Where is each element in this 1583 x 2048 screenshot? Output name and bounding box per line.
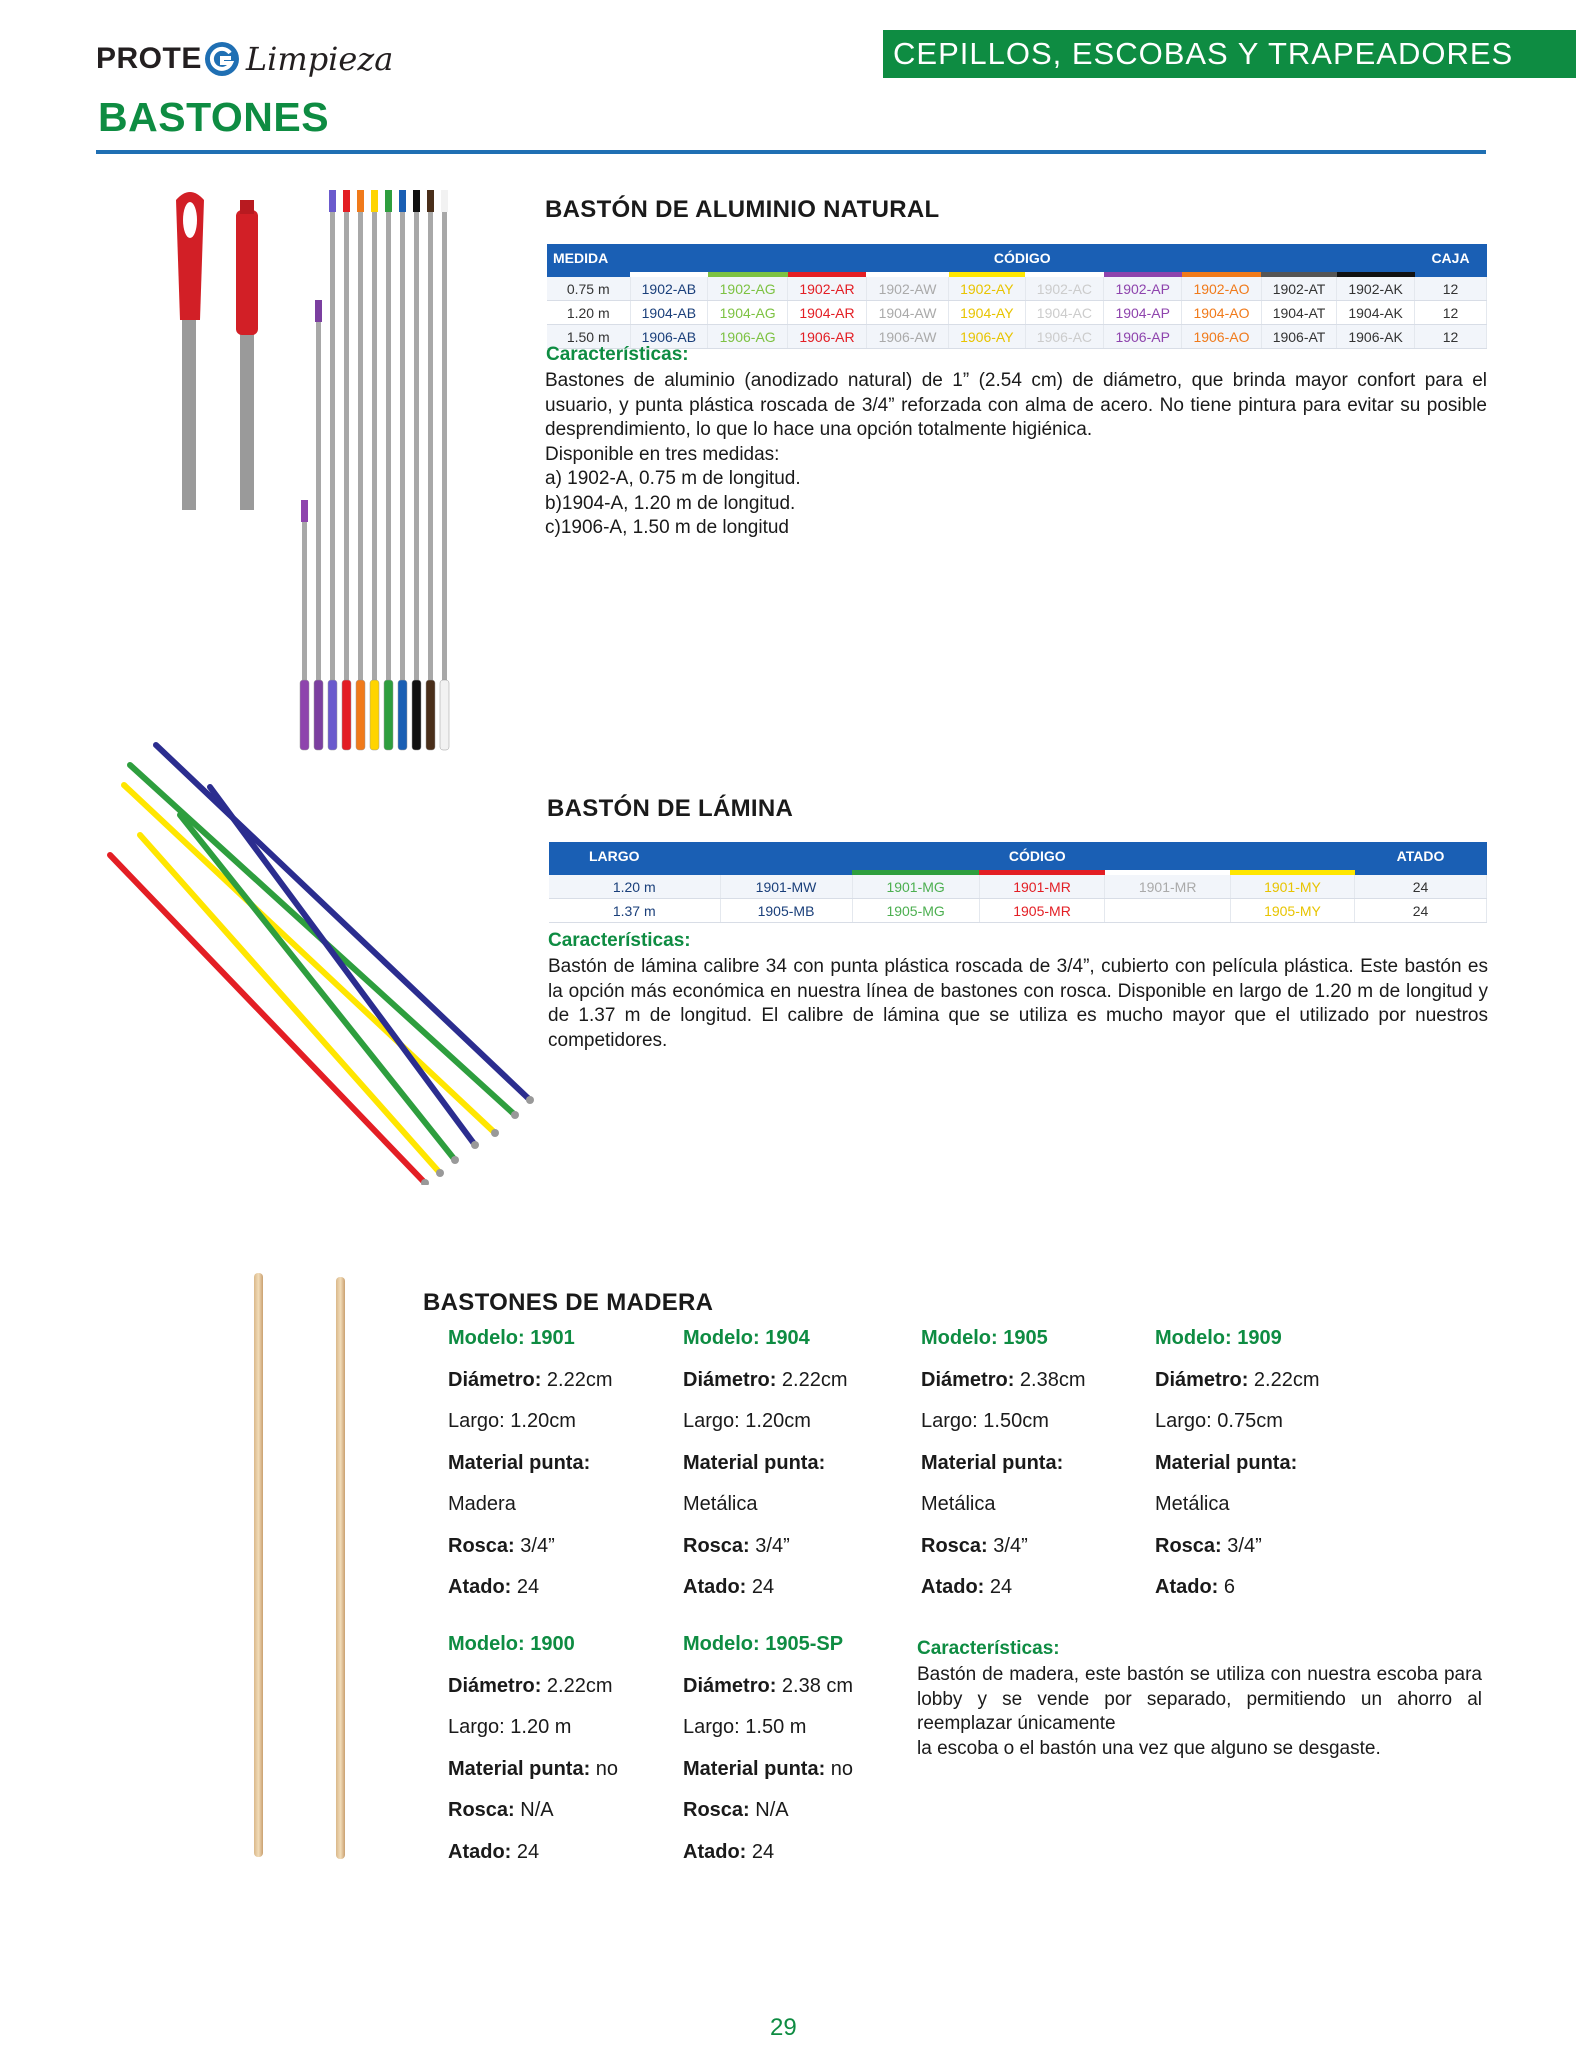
model-rosca: 3/4” <box>514 1534 555 1557</box>
header-codigo: CÓDIGO <box>630 244 1415 272</box>
aluminio-line-2: a) 1902-A, 0.75 m de longitud. <box>545 468 801 489</box>
model-spec-line <box>448 1758 618 1781</box>
brand-g-icon <box>204 41 240 77</box>
model-model: Modelo: 1905-SP <box>683 1633 844 1655</box>
table-cell: 1904-AR <box>788 301 867 325</box>
madera-description-last <box>917 1737 1482 1762</box>
table-cell: 1904-AT <box>1261 301 1336 325</box>
stick-cap <box>329 190 336 212</box>
lamina-code-table <box>549 842 1487 923</box>
stick-cap <box>385 190 392 212</box>
table-cell: 1906-AT <box>1261 325 1336 349</box>
model-mat: Metálica <box>1155 1493 1230 1515</box>
table-cell: 1902-AK <box>1337 277 1415 301</box>
model-spec-line <box>448 1369 613 1392</box>
stick <box>344 198 349 688</box>
model-atado-label: Atado: <box>1155 1576 1219 1598</box>
table-cell: 24 <box>1355 875 1487 899</box>
model-largo: Largo: 1.50 m <box>683 1716 807 1738</box>
aluminio-line-3: b)1904-A, 1.20 m de longitud. <box>545 492 796 514</box>
lamina-char-title: Características: <box>548 930 691 951</box>
model-model: Modelo: 1905 <box>921 1327 1048 1349</box>
table-cell: 1904-AG <box>708 301 788 325</box>
lamina-stick <box>156 745 530 1100</box>
stick-cap <box>399 190 406 212</box>
stick-cap <box>441 190 448 212</box>
table-cell: 1902-AB <box>630 277 708 301</box>
madera-body: Bastón de madera, este bastón se utiliza con nuestra escoba para lobby y se vende por separado, permitiendo un ahorro al reemplazar únicamente <box>917 1664 1482 1734</box>
model-rosca: N/A <box>749 1799 789 1821</box>
table-cell: 1901-MW <box>720 875 852 899</box>
model-rosca-label: Rosca: <box>1155 1534 1222 1557</box>
model-mat: no <box>590 1757 619 1780</box>
model-spec-line <box>448 1410 576 1433</box>
stick <box>316 308 321 688</box>
table-cell: 1904-AW <box>866 301 948 325</box>
model-diam: 2.38 cm <box>776 1674 854 1697</box>
model-largo: Largo: 1.20cm <box>448 1410 576 1432</box>
category-banner: CEPILLOS, ESCOBAS Y TRAPEADORES <box>883 30 1576 78</box>
model-spec-line <box>683 1675 853 1698</box>
model-rosca-label: Rosca: <box>448 1534 515 1557</box>
model-diam-label: Diámetro: <box>448 1674 542 1697</box>
brand-script: Limpieza <box>245 40 394 78</box>
madera-body-last: la escoba o el bastón una vez que alguno se desgaste. <box>917 1738 1381 1759</box>
model-spec-line <box>683 1369 848 1392</box>
model-spec-line <box>1155 1327 1282 1350</box>
page-number: 29 <box>770 2014 797 2041</box>
table-cell: 1906-AK <box>1337 325 1415 349</box>
model-spec-line <box>921 1452 1063 1475</box>
table-cell: 1906-AR <box>788 325 867 349</box>
model-spec-line <box>1155 1410 1283 1433</box>
table-cell: 1905-MY <box>1230 899 1354 923</box>
brand-prefix: PROTE <box>96 42 202 75</box>
model-mat-label: Material punta: <box>683 1757 826 1780</box>
table-cell: 0.75 m <box>547 277 630 301</box>
table-cell: 1902-AT <box>1261 277 1336 301</box>
table-cell: 1901-MY <box>1230 875 1354 899</box>
table-cell <box>1105 899 1231 923</box>
lamina-stick-tip <box>471 1141 479 1149</box>
stick <box>400 198 405 688</box>
model-model: Modelo: 1904 <box>683 1327 810 1349</box>
table-cell: 1904-AY <box>949 301 1025 325</box>
table-cell: 1.50 m <box>547 325 630 349</box>
lamina-stick-tip <box>491 1129 499 1137</box>
madera-title: BASTONES DE MADERA <box>423 1289 714 1316</box>
table-cell: 1901-MR <box>979 875 1105 899</box>
stick <box>414 198 419 688</box>
stick <box>372 198 377 688</box>
model-rosca-label: Rosca: <box>683 1534 750 1557</box>
model-largo: Largo: 1.50cm <box>921 1410 1049 1432</box>
model-mat-label: Material punta: <box>1155 1451 1298 1474</box>
model-largo: Largo: 0.75cm <box>1155 1410 1283 1432</box>
table-cell: 1906-AC <box>1025 325 1104 349</box>
lamina-description <box>548 955 1488 1053</box>
model-mat: Metálica <box>921 1493 996 1515</box>
aluminio-line-4: c)1906-A, 1.50 m de longitud <box>545 517 789 538</box>
stick-cap <box>315 300 322 322</box>
table-cell: 1902-AC <box>1025 277 1104 301</box>
model-model: Modelo: 1901 <box>448 1327 575 1349</box>
table-cell: 1.20 m <box>549 875 720 899</box>
model-spec-line <box>448 1535 555 1558</box>
model-diam: 2.22cm <box>1248 1368 1320 1391</box>
model-largo: Largo: 1.20cm <box>683 1410 811 1432</box>
model-spec-line <box>683 1410 811 1433</box>
lamina-stick-tip <box>526 1096 534 1104</box>
table-cell: 1902-AR <box>788 277 867 301</box>
model-spec-line <box>1155 1369 1320 1392</box>
table-cell: 1906-AW <box>866 325 948 349</box>
model-diam-label: Diámetro: <box>683 1368 777 1391</box>
model-atado: 24 <box>746 1840 775 1863</box>
model-rosca: N/A <box>514 1799 554 1821</box>
model-spec-line <box>683 1716 806 1739</box>
header-atado: ATADO <box>1355 842 1487 870</box>
lamina-title: BASTÓN DE LÁMINA <box>547 795 794 822</box>
model-spec-line <box>683 1493 757 1516</box>
table-cell: 1904-AO <box>1182 301 1262 325</box>
model-atado: 24 <box>746 1576 775 1598</box>
table-cell: 12 <box>1415 277 1487 301</box>
model-spec-line <box>448 1841 539 1864</box>
model-spec-line <box>448 1327 575 1350</box>
model-spec-line <box>683 1452 825 1475</box>
model-atado: 24 <box>511 1576 540 1598</box>
model-rosca-label: Rosca: <box>921 1534 988 1557</box>
stick-cap <box>343 190 350 212</box>
header-medida: MEDIDA <box>547 244 630 272</box>
model-spec-line <box>1155 1576 1235 1599</box>
header-codigo: CÓDIGO <box>720 842 1355 870</box>
lamina-sticks-image <box>100 735 540 1185</box>
model-spec-line <box>1155 1493 1229 1516</box>
model-spec-line <box>448 1493 516 1516</box>
table-cell: 1.37 m <box>549 899 720 923</box>
model-diam-label: Diámetro: <box>921 1368 1015 1391</box>
table-cell: 1902-AY <box>949 277 1025 301</box>
model-mat: no <box>825 1757 854 1780</box>
madera-char-title: Características: <box>917 1638 1060 1659</box>
model-rosca: 3/4” <box>749 1534 790 1557</box>
table-row <box>547 301 1487 325</box>
model-mat-label: Material punta: <box>448 1451 591 1474</box>
model-diam: 2.22cm <box>776 1368 848 1391</box>
header-caja: CAJA <box>1415 244 1487 272</box>
table-cell: 12 <box>1415 301 1487 325</box>
model-spec-line <box>921 1535 1028 1558</box>
aluminio-line-1: Disponible en tres medidas: <box>545 443 780 465</box>
model-atado: 24 <box>511 1840 540 1863</box>
aluminio-code-table <box>547 244 1487 349</box>
lamina-stick <box>210 787 475 1145</box>
model-mat-label: Material punta: <box>448 1757 591 1780</box>
header-largo: LARGO <box>549 842 720 870</box>
table-cell: 1902-AG <box>708 277 788 301</box>
model-spec-line <box>448 1576 539 1599</box>
table-cell: 1901-MR <box>1105 875 1231 899</box>
model-diam-label: Diámetro: <box>683 1674 777 1697</box>
table-cell: 1902-AO <box>1182 277 1262 301</box>
model-atado-label: Atado: <box>921 1576 985 1598</box>
model-spec-line <box>683 1576 774 1599</box>
model-diam: 2.22cm <box>541 1368 613 1391</box>
table-cell: 1906-AO <box>1182 325 1262 349</box>
model-spec-line <box>1155 1452 1297 1475</box>
model-spec-line <box>921 1327 1048 1350</box>
stick-cap <box>371 190 378 212</box>
model-diam-label: Diámetro: <box>448 1368 542 1391</box>
table-cell: 1902-AW <box>866 277 948 301</box>
stick <box>358 198 363 688</box>
model-atado: 6 <box>1218 1576 1236 1598</box>
table-cell: 1906-AG <box>708 325 788 349</box>
model-atado-label: Atado: <box>448 1840 512 1863</box>
stick <box>330 198 335 688</box>
page-title: BASTONES <box>98 94 330 140</box>
table-cell: 1904-AB <box>630 301 708 325</box>
stick-cap <box>413 190 420 212</box>
model-spec-line <box>921 1493 995 1516</box>
table-cell: 1902-AP <box>1104 277 1182 301</box>
model-mat: Metálica <box>683 1493 758 1515</box>
aluminio-body: Bastones de aluminio (anodizado natural) de 1” (2.54 cm) de diámetro, que brinda mayor confort para el usuario, y punta plástica roscada de 3/4” reforzada con alma de acero. No tiene pintura para evitar su posible desprendimiento, lo que lo hace una opción totalmente higiénica. <box>545 370 1487 440</box>
model-atado-label: Atado: <box>683 1840 747 1863</box>
model-spec-line <box>921 1410 1049 1433</box>
table-row <box>547 277 1487 301</box>
model-spec-line <box>1155 1535 1262 1558</box>
model-diam: 2.22cm <box>541 1674 613 1697</box>
model-spec-line <box>683 1841 774 1864</box>
header-divider <box>96 150 1486 154</box>
stick-cap <box>427 190 434 212</box>
model-spec-line <box>683 1327 810 1350</box>
model-spec-line <box>448 1675 613 1698</box>
table-cell: 1.20 m <box>547 301 630 325</box>
table-row <box>549 875 1487 899</box>
stick <box>428 198 433 688</box>
table-cell: 1906-AY <box>949 325 1025 349</box>
model-spec-line <box>683 1799 789 1822</box>
lamina-body: Bastón de lámina calibre 34 con punta plástica roscada de 3/4”, cubierto con película plástica. Este bastón es la opción más económica en nuestra línea de bastones con rosca. Disponible en largo de 1.20 m de longitud y de 1.37 m de longitud. El calibre de lámina que se utiliza es mucho mayor que el utilizado por nuestros competidores. <box>548 956 1488 1051</box>
model-model: Modelo: 1900 <box>448 1633 575 1655</box>
brand-logo <box>96 34 393 84</box>
table-cell: 1904-AP <box>1104 301 1182 325</box>
table-cell: 12 <box>1415 325 1487 349</box>
model-spec-line <box>921 1369 1086 1392</box>
table-row <box>549 899 1487 923</box>
model-atado-label: Atado: <box>683 1576 747 1598</box>
model-atado-label: Atado: <box>448 1576 512 1598</box>
model-diam: 2.38cm <box>1014 1368 1086 1391</box>
model-spec-line <box>683 1758 853 1781</box>
table-cell: 1906-AB <box>630 325 708 349</box>
table-cell: 1904-AK <box>1337 301 1415 325</box>
model-mat-label: Material punta: <box>683 1451 826 1474</box>
model-spec-line <box>921 1576 1012 1599</box>
model-spec-line <box>448 1799 554 1822</box>
table-cell: 1905-MG <box>852 899 979 923</box>
model-largo: Largo: 1.20 m <box>448 1716 572 1738</box>
model-spec-line <box>448 1633 575 1656</box>
lamina-stick-tip <box>451 1156 459 1164</box>
lamina-stick <box>124 785 495 1133</box>
table-cell: 1901-MG <box>852 875 979 899</box>
lamina-stick-tip <box>511 1111 519 1119</box>
stick <box>302 508 307 688</box>
table-cell: 1906-AP <box>1104 325 1182 349</box>
model-atado: 24 <box>984 1576 1013 1598</box>
model-rosca-label: Rosca: <box>448 1799 515 1821</box>
stick <box>442 198 447 688</box>
aluminio-description <box>545 369 1487 541</box>
stick <box>386 198 391 688</box>
table-cell: 1904-AC <box>1025 301 1104 325</box>
model-rosca: 3/4” <box>987 1534 1028 1557</box>
stick-cap <box>301 500 308 522</box>
model-spec-line <box>683 1535 790 1558</box>
model-spec-line <box>448 1716 571 1739</box>
aluminio-title: BASTÓN DE ALUMINIO NATURAL <box>545 196 940 223</box>
wood-sticks-image <box>240 1265 360 1865</box>
model-model: Modelo: 1909 <box>1155 1327 1282 1349</box>
aluminum-sticks-image <box>170 190 470 760</box>
model-rosca-label: Rosca: <box>683 1799 750 1821</box>
aluminio-char-title: Características: <box>546 344 689 365</box>
model-spec-line <box>448 1452 590 1475</box>
model-diam-label: Diámetro: <box>1155 1368 1249 1391</box>
table-cell: 1905-MR <box>979 899 1105 923</box>
stick-cap <box>357 190 364 212</box>
table-cell: 24 <box>1355 899 1487 923</box>
table-cell: 1905-MB <box>720 899 852 923</box>
lamina-stick-tip <box>436 1169 444 1177</box>
model-rosca: 3/4” <box>1221 1534 1262 1557</box>
madera-description <box>917 1663 1482 1737</box>
model-mat-label: Material punta: <box>921 1451 1064 1474</box>
model-spec-line <box>683 1633 843 1656</box>
model-mat: Madera <box>448 1493 516 1515</box>
